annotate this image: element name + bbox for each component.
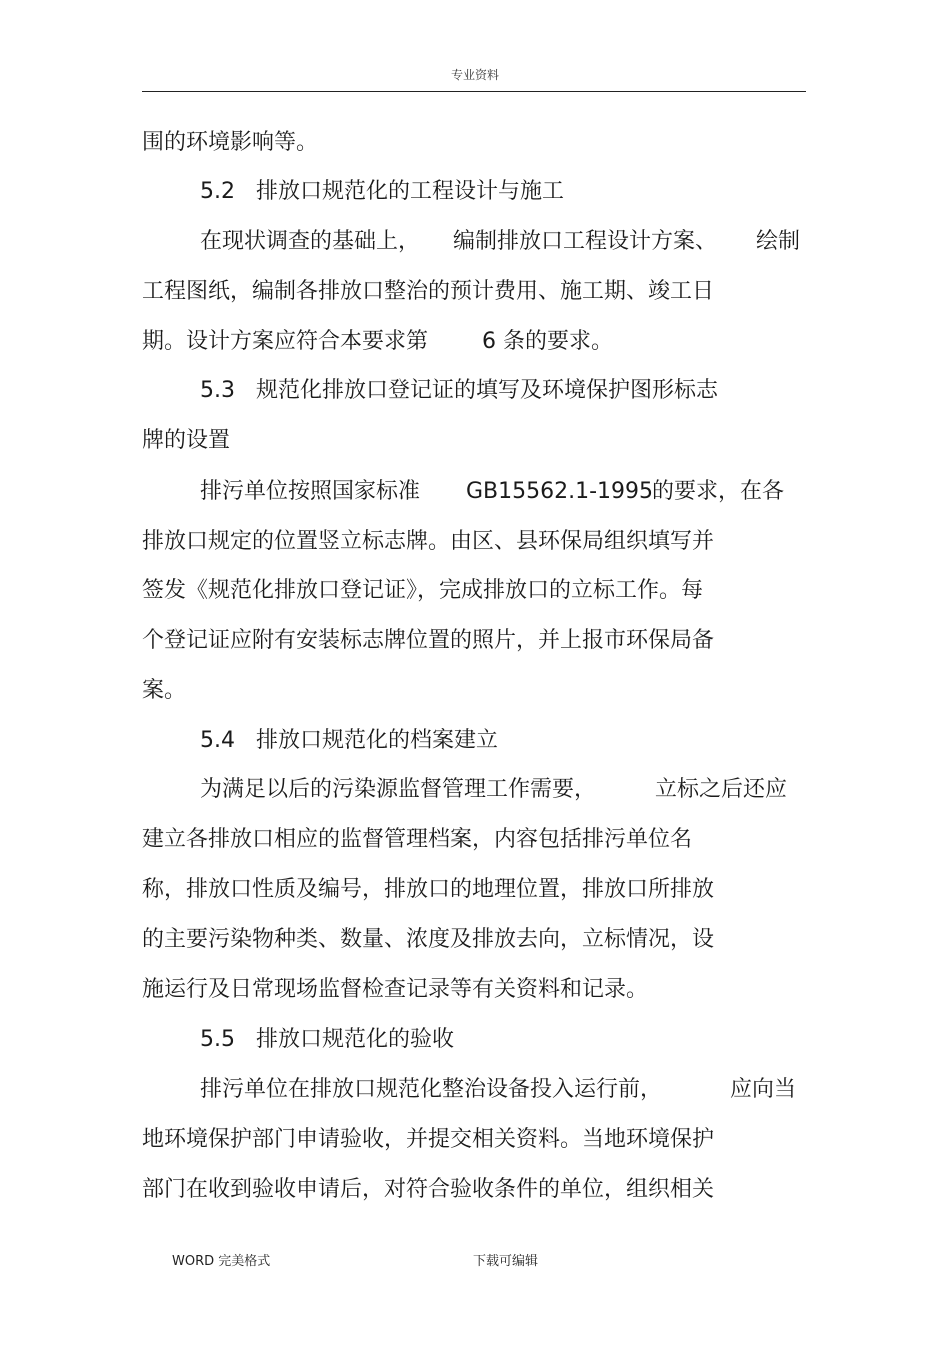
paragraph-line-fragment: 6 条的要求。 [482, 329, 613, 354]
section-heading-5-4: 5.4 排放口规范化的档案建立 [200, 728, 498, 753]
paragraph-line: 排放口规定的位置竖立标志牌。由区、县环保局组织填写并 [142, 529, 715, 554]
footer-left-text: WORD 完美格式 [172, 1254, 271, 1269]
paragraph-line: 部门在收到验收申请后，对符合验收条件的单位，组织相关 [142, 1177, 715, 1202]
standard-code: GB15562.1-1995 [466, 479, 654, 504]
paragraph-line: 排污单位在排放口规范化整治设备投入运行前， [200, 1077, 663, 1102]
footer-right-text: 下载可编辑 [473, 1254, 539, 1269]
paragraph-line: 施运行及日常现场监督检查记录等有关资料和记录。 [142, 977, 649, 1002]
section-heading-5-2: 5.2 排放口规范化的工程设计与施工 [200, 179, 564, 204]
paragraph-line: 工程图纸，编制各排放口整治的预计费用、施工期、竣工日 [142, 279, 715, 304]
paragraph-line-fragment: 立标之后还应 [655, 777, 788, 802]
header-divider [142, 91, 806, 92]
paragraph-line-fragment: 应向当 [730, 1077, 797, 1102]
section-heading-5-3: 5.3 规范化排放口登记证的填写及环境保护图形标志 [200, 378, 718, 403]
paragraph-line: 建立各排放口相应的监督管理档案，内容包括排污单位名 [142, 827, 693, 852]
paragraph-line: 案。 [142, 678, 187, 703]
paragraph-line: 的主要污染物种类、数量、浓度及排放去向，立标情况，设 [142, 927, 715, 952]
header-title: 专业资料 [450, 68, 499, 82]
paragraph-line: 排污单位按照国家标准 [200, 479, 421, 504]
paragraph-line: 在现状调查的基础上， [200, 229, 421, 254]
paragraph-line: 围的环境影响等。 [142, 130, 319, 155]
section-heading-5-3-continued: 牌的设置 [142, 428, 231, 453]
paragraph-line: 称，排放口性质及编号，排放口的地理位置，排放口所排放 [142, 877, 715, 902]
paragraph-line: 个登记证应附有安装标志牌位置的照片，并上报市环保局备 [142, 628, 715, 653]
paragraph-line: 期。设计方案应符合本要求第 [142, 329, 429, 354]
paragraph-line: 签发《规范化排放口登记证》，完成排放口的立标工作。每 [142, 578, 704, 603]
paragraph-line-fragment: 绘制 [756, 229, 801, 254]
paragraph-line-fragment: 编制排放口工程设计方案、 [453, 229, 718, 254]
paragraph-line-fragment: 的要求，在各 [652, 479, 785, 504]
paragraph-line: 为满足以后的污染源监督管理工作需要， [200, 777, 597, 802]
section-heading-5-5: 5.5 排放口规范化的验收 [200, 1027, 454, 1052]
paragraph-line: 地环境保护部门申请验收，并提交相关资料。当地环境保护 [142, 1127, 715, 1152]
